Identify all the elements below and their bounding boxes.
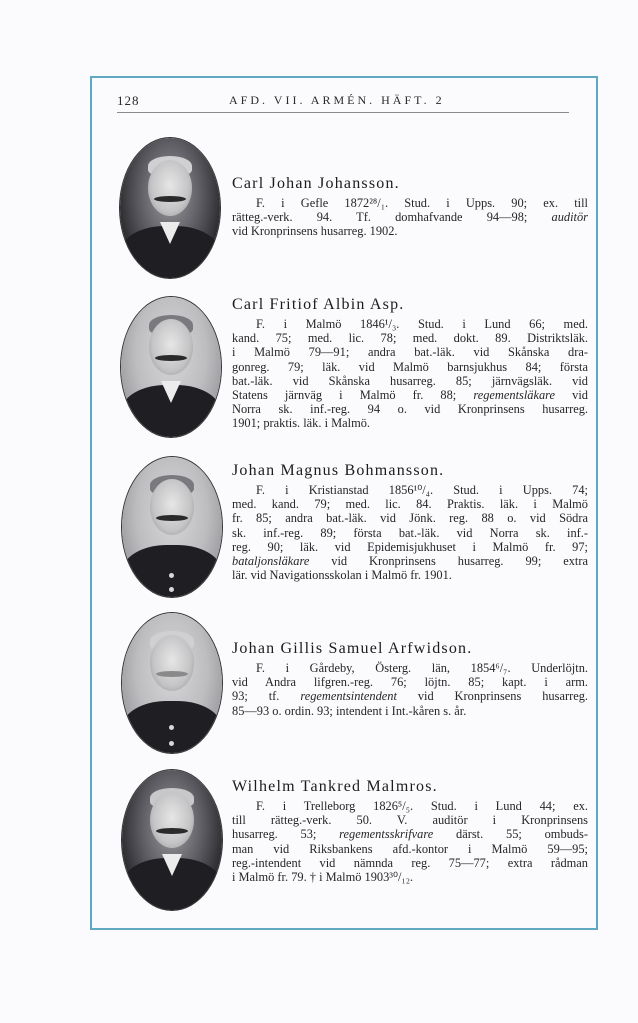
text-line: till rätteg.-verk. 50. V. auditör i Kronprinsens [232, 813, 588, 828]
text-line: reg.-intendent vid nämnda reg. 75—77; extra rådman [232, 855, 588, 870]
text-line: bat.-läk. vid Skånska husarreg. 85; järnvägsläk. vid [232, 373, 588, 388]
text-line: vid Kronprinsens husarreg. 1902. [232, 224, 398, 239]
text-line: Statens järnväg i Malmö fr. 88; regementsläkare vid [232, 388, 588, 403]
portrait-icon [121, 297, 221, 437]
portrait-icon [122, 770, 222, 910]
text-line: 93; tf. regementsintendent vid Kronprinsens husarreg. [232, 689, 588, 704]
text-line: 1901; praktis. läk. i Malmö. [232, 416, 371, 431]
text-line: F. i Trelleborg 1826⁵/₅. Stud. i Lund 44; ex. [256, 799, 588, 813]
text-line: man vid Riksbankens afd.-kontor i Malmö 59—95; [232, 841, 588, 856]
biography-text [232, 317, 588, 431]
text-line: rätteg.-verk. 94. Tf. domhafvande 94—98; auditör [232, 210, 588, 225]
portrait-icon [122, 613, 222, 753]
portrait-icon [120, 138, 220, 278]
text-line: lär. vid Navigationsskolan i Malmö fr. 1901. [232, 568, 452, 583]
text-line: fr. 85; andra bat.-läk. vid Jönk. reg. 88 o. vid Södra [232, 511, 588, 526]
text-line: med. kand. 79; med. lic. 84. Praktis. läk. i Malmö [232, 497, 588, 512]
text-line: F. i Kristianstad 1856¹⁰/₄. Stud. i Upps. 74; [256, 483, 588, 497]
text-line: i Malmö fr. 79. † i Malmö 1903³⁰/₁₂. [232, 870, 414, 885]
person-name: Carl Johan Johansson. [232, 175, 400, 192]
biography-text [232, 799, 588, 884]
running-title: AFD. VII. ARMÉN. HÄFT. 2 [229, 93, 445, 107]
text-line: sk. inf.-reg. 89; första bat.-läk. vid Norra sk. inf.- [232, 525, 588, 540]
text-line: bataljonsläkare vid Kronprinsens husarreg. 99; extra [232, 554, 588, 569]
text-line: F. i Gefle 1872²⁸/₁. Stud. i Upps. 90; ex. till [256, 196, 588, 210]
text-line: F. i Malmö 1846¹/₃. Stud. i Lund 66; med. [256, 317, 588, 331]
biography-text [232, 483, 588, 582]
running-head [117, 93, 569, 113]
biography-text [232, 196, 588, 239]
text-line: 85—93 o. ordin. 93; intendent i Int.-kåren s. år. [232, 703, 467, 718]
person-name: Johan Gillis Samuel Arfwidson. [232, 640, 473, 657]
person-name: Wilhelm Tankred Malmros. [232, 778, 438, 795]
text-line: reg. 90; läk. vid Epidemisjukhuset i Malmö fr. 97; [232, 539, 588, 554]
page-number: 128 [117, 93, 140, 108]
text-line: husarreg. 53; regementsskrifvare därst. 55; ombuds- [232, 827, 588, 842]
header-rule [117, 112, 569, 113]
text-line: F. i Gårdeby, Österg. län, 1854⁶/₇. Underlöjtn. [256, 661, 588, 675]
text-line: i Malmö 79—91; andra bat.-läk. vid Skånska dra- [232, 345, 588, 360]
text-line: kand. 75; med. lic. 78; med. dokt. 89. Distriktsläk. [232, 331, 588, 346]
portrait-icon [122, 457, 222, 597]
person-name: Johan Magnus Bohmansson. [232, 462, 445, 479]
text-line: Norra sk. inf.-reg. 94 o. vid Kronprinsens husarreg. [232, 402, 588, 417]
text-line: vid Andra lifgren.-reg. 76; löjtn. 85; kapt. i arm. [232, 675, 588, 690]
person-name: Carl Fritiof Albin Asp. [232, 296, 405, 313]
biography-text [232, 661, 588, 718]
text-line: gonreg. 79; läk. vid Malmö barnsjukhus 84; första [232, 359, 588, 374]
